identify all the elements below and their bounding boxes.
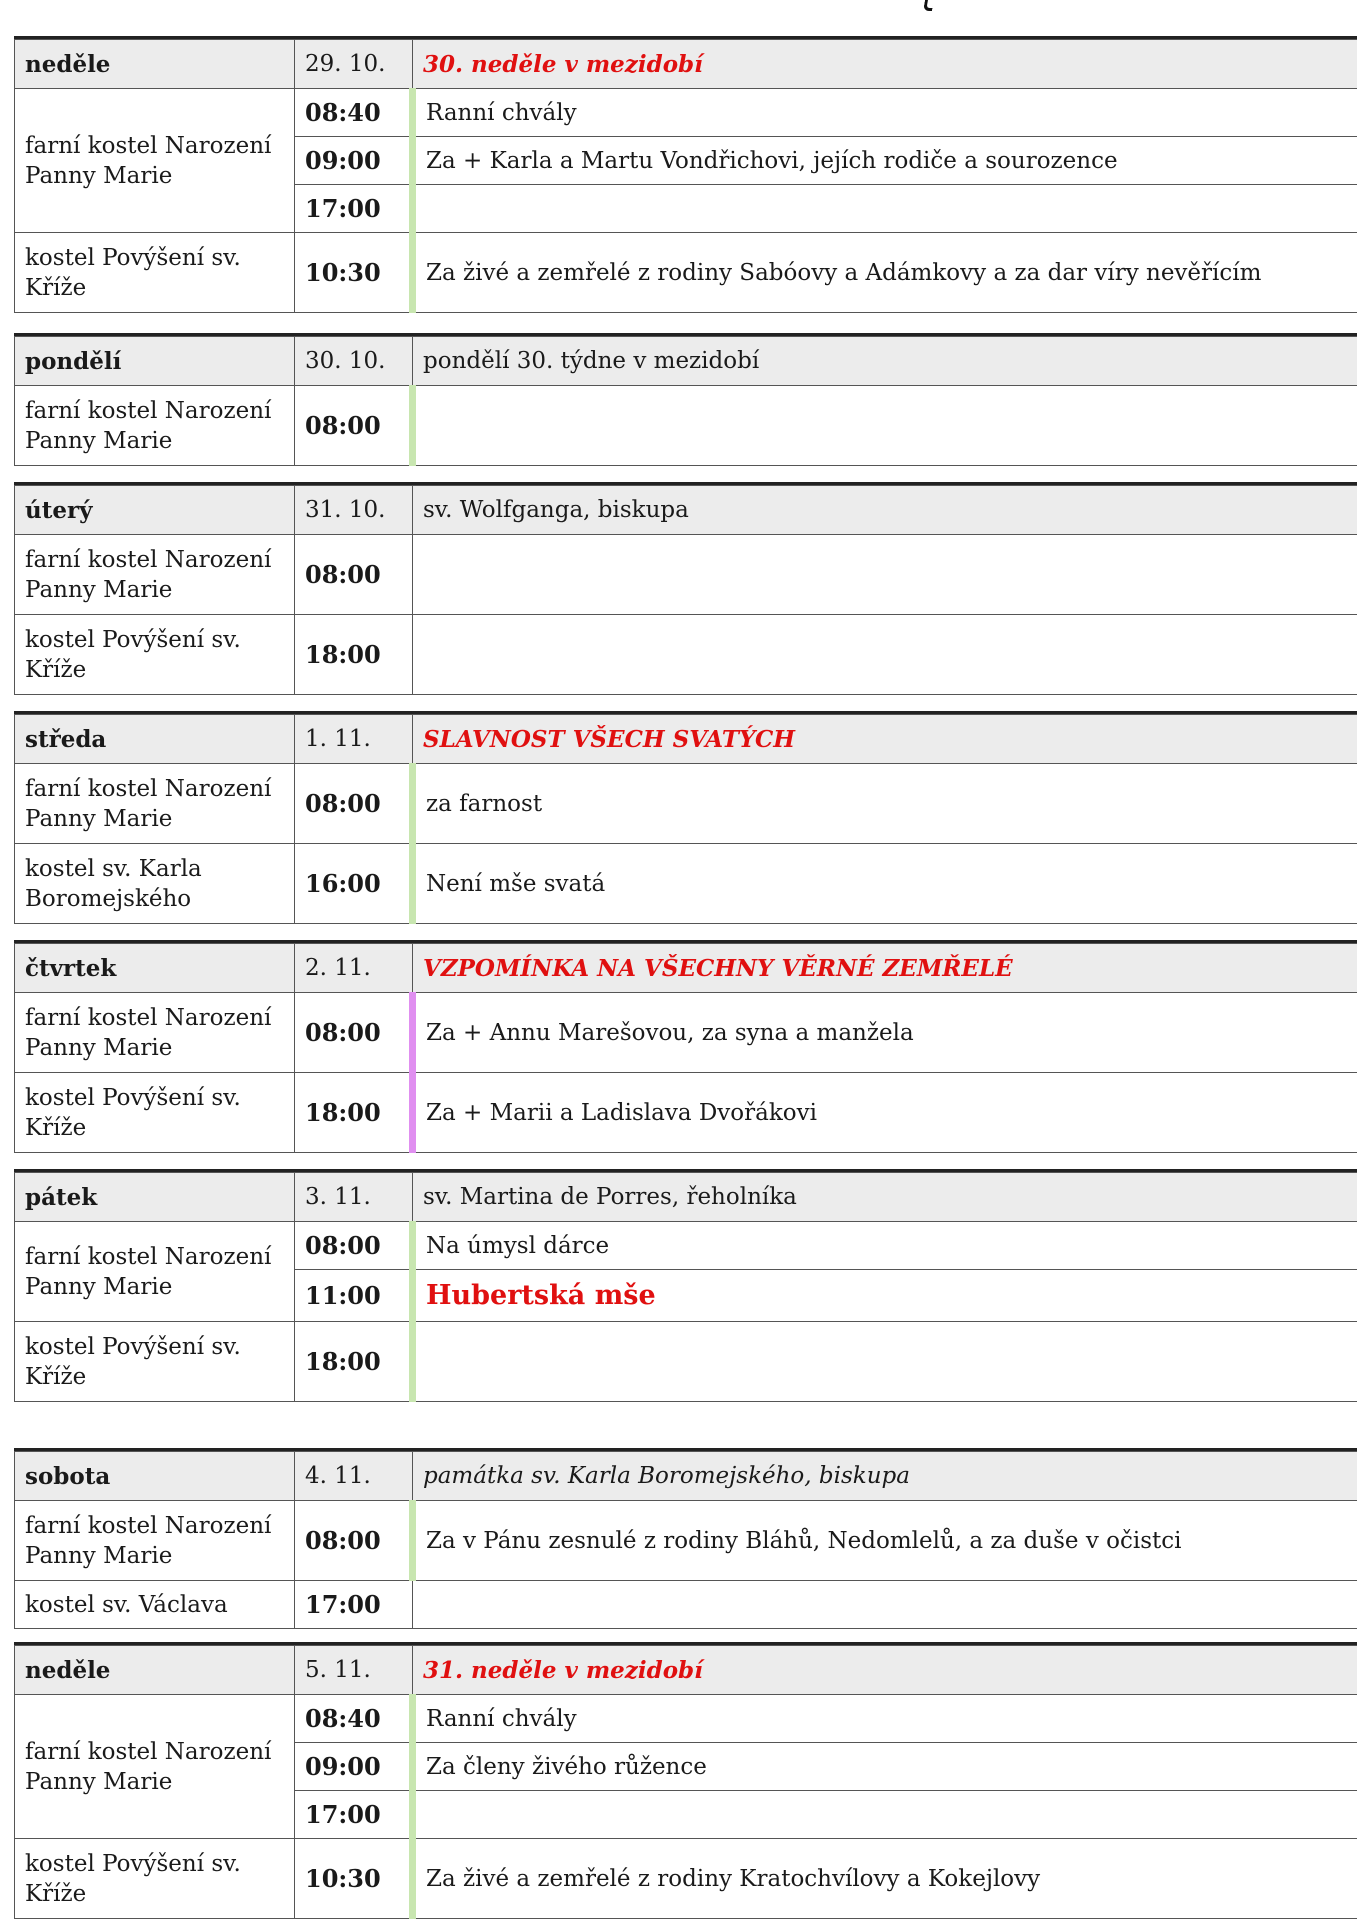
day-date: 5. 11. [295, 1646, 413, 1695]
church-name: farní kostel Narození Panny Marie [15, 535, 295, 615]
day-date: 2. 11. [295, 944, 413, 993]
church-name: kostel sv. Karla Boromejského [15, 844, 295, 924]
mass-time: 11:00 [295, 1270, 413, 1322]
day-block [14, 333, 1357, 466]
mass-intention [413, 1270, 1357, 1322]
church-name: kostel Povýšení sv. Kříže [15, 615, 295, 695]
memorial-title: památka sv. Karla Boromejského, biskupa [423, 1463, 910, 1489]
day-name: pátek [15, 1173, 295, 1222]
day-block [14, 1448, 1357, 1629]
church-name: kostel Povýšení sv. Kříže [15, 1839, 295, 1919]
mass-time: 18:00 [295, 1322, 413, 1402]
mass-intention: Za živé a zemřelé z rodiny Kratochvílovy a Kokejlovy [413, 1839, 1357, 1919]
mass-intention [413, 615, 1357, 695]
mass-time: 08:00 [295, 993, 413, 1073]
day-block [14, 482, 1357, 695]
hubertus-mass: Hubertská mše [426, 1280, 656, 1311]
mass-intention: Na úmysl dárce [413, 1222, 1357, 1270]
mass-time: 09:00 [295, 1743, 413, 1791]
day-name: úterý [15, 486, 295, 535]
day-date: 3. 11. [295, 1173, 413, 1222]
church-name: kostel sv. Václava [15, 1581, 295, 1629]
day-block [14, 1169, 1357, 1402]
day-date: 4. 11. [295, 1452, 413, 1501]
church-name: farní kostel Narození Panny Marie [15, 386, 295, 466]
church-name: farní kostel Narození Panny Marie [15, 993, 295, 1073]
mass-time: 17:00 [295, 1791, 413, 1839]
mass-intention [413, 535, 1357, 615]
church-name: farní kostel Narození Panny Marie [15, 1501, 295, 1581]
day-title [413, 1646, 1357, 1695]
day-title [413, 715, 1357, 764]
day-title: sv. Wolfganga, biskupa [413, 486, 1357, 535]
mass-time: 08:40 [295, 89, 413, 137]
mass-time: 10:30 [295, 1839, 413, 1919]
mass-intention: Za v Pánu zesnulé z rodiny Bláhů, Nedomlelů, a za duše v očistci [413, 1501, 1357, 1581]
day-date: 31. 10. [295, 486, 413, 535]
church-name: farní kostel Narození Panny Marie [15, 1222, 295, 1322]
feast-title: 31. neděle v mezidobí [423, 1656, 703, 1684]
day-name: pondělí [15, 337, 295, 386]
day-title [413, 944, 1357, 993]
mass-intention: za farnost [413, 764, 1357, 844]
feast-title: VZPOMÍNKA NA VŠECHNY VĚRNÉ ZEMŘELÉ [423, 954, 1013, 982]
day-block [14, 36, 1357, 313]
mass-time: 08:40 [295, 1695, 413, 1743]
mass-time: 09:00 [295, 137, 413, 185]
day-date: 30. 10. [295, 337, 413, 386]
day-name: sobota [15, 1452, 295, 1501]
day-name: čtvrtek [15, 944, 295, 993]
top-edge-glyph [923, 0, 934, 11]
mass-time: 16:00 [295, 844, 413, 924]
mass-intention [413, 185, 1357, 233]
feast-title: SLAVNOST VŠECH SVATÝCH [423, 725, 796, 753]
church-name: farní kostel Narození Panny Marie [15, 89, 295, 233]
mass-time: 08:00 [295, 535, 413, 615]
mass-time: 08:00 [295, 1222, 413, 1270]
day-title: sv. Martina de Porres, řeholníka [413, 1173, 1357, 1222]
mass-intention [413, 386, 1357, 466]
mass-time: 18:00 [295, 615, 413, 695]
mass-intention: Za + Marii a Ladislava Dvořákovi [413, 1073, 1357, 1153]
mass-time: 17:00 [295, 185, 413, 233]
mass-intention: Ranní chvály [413, 89, 1357, 137]
mass-time: 10:30 [295, 233, 413, 313]
mass-intention: Za + Annu Marešovou, za syna a manžela [413, 993, 1357, 1073]
church-name: kostel Povýšení sv. Kříže [15, 1322, 295, 1402]
mass-intention: Ranní chvály [413, 1695, 1357, 1743]
day-title: pondělí 30. týdne v mezidobí [413, 337, 1357, 386]
mass-time: 08:00 [295, 386, 413, 466]
mass-intention: Za živé a zemřelé z rodiny Sabóovy a Adámkovy a za dar víry nevěřícím [413, 233, 1357, 313]
day-name: středa [15, 715, 295, 764]
mass-intention [413, 1791, 1357, 1839]
church-name: kostel Povýšení sv. Kříže [15, 1073, 295, 1153]
day-block [14, 1642, 1357, 1919]
mass-time: 08:00 [295, 764, 413, 844]
mass-intention: Za členy živého růžence [413, 1743, 1357, 1791]
mass-time: 18:00 [295, 1073, 413, 1153]
church-name: kostel Povýšení sv. Kříže [15, 233, 295, 313]
day-name: neděle [15, 1646, 295, 1695]
mass-time: 17:00 [295, 1581, 413, 1629]
day-name: neděle [15, 40, 295, 89]
mass-intention [413, 1581, 1357, 1629]
day-date: 1. 11. [295, 715, 413, 764]
feast-title: 30. neděle v mezidobí [423, 50, 703, 78]
mass-time: 08:00 [295, 1501, 413, 1581]
day-title [413, 1452, 1357, 1501]
day-block [14, 940, 1357, 1153]
day-block [14, 711, 1357, 924]
mass-intention: Není mše svatá [413, 844, 1357, 924]
day-title [413, 40, 1357, 89]
mass-intention: Za + Karla a Martu Vondřichovi, jejích rodiče a sourozence [413, 137, 1357, 185]
church-name: farní kostel Narození Panny Marie [15, 764, 295, 844]
church-name: farní kostel Narození Panny Marie [15, 1695, 295, 1839]
day-date: 29. 10. [295, 40, 413, 89]
mass-intention [413, 1322, 1357, 1402]
